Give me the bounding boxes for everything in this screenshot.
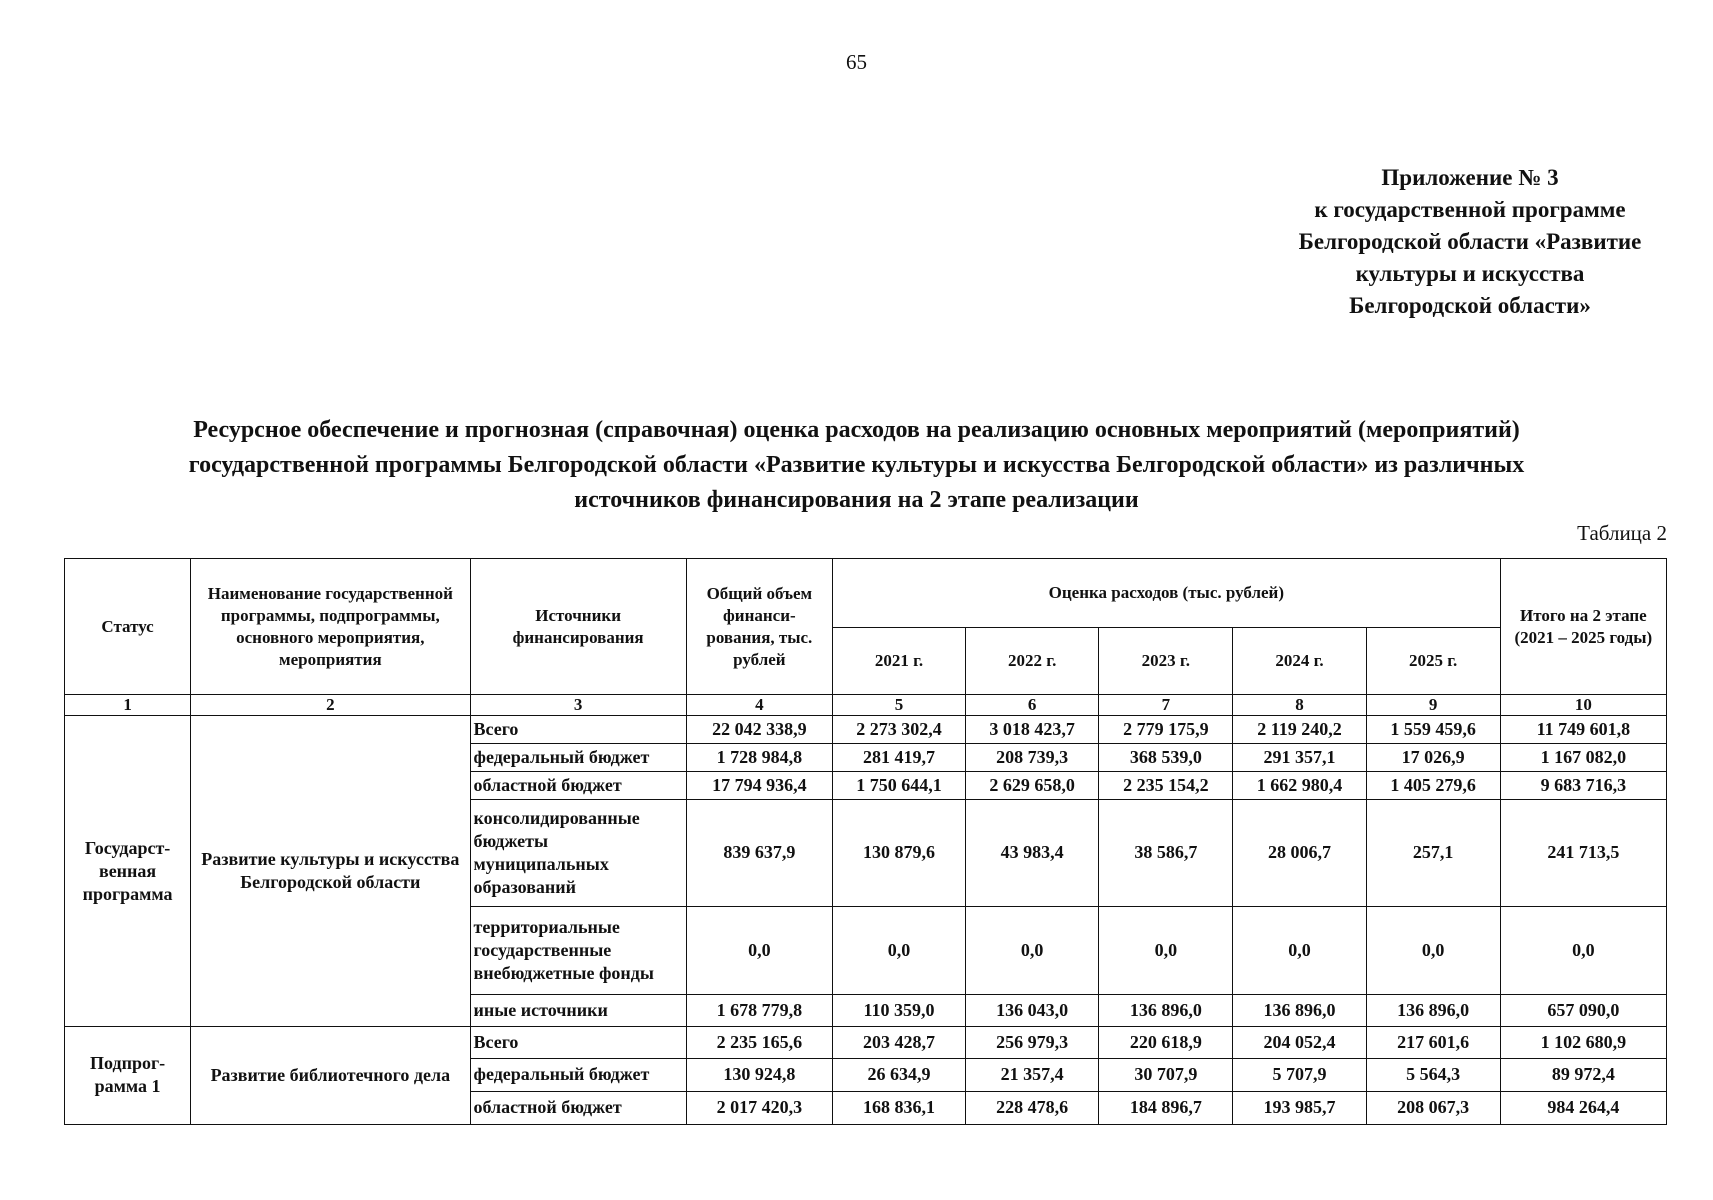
value-cell: 168 836,1: [832, 1091, 965, 1124]
header-name: Наименование государственной программы, подпрограммы, основного мероприятия, мероприятия: [191, 559, 470, 695]
header-year: 2023 г.: [1099, 628, 1233, 695]
value-cell: 5 707,9: [1233, 1058, 1366, 1091]
value-cell: 130 879,6: [832, 800, 965, 906]
value-cell: 2 629 658,0: [966, 772, 1099, 800]
value-cell: 26 634,9: [832, 1058, 965, 1091]
header-row: [65, 559, 1667, 628]
value-cell: 9 683 716,3: [1500, 772, 1666, 800]
value-cell: 256 979,3: [966, 1026, 1099, 1058]
value-cell: 89 972,4: [1500, 1058, 1666, 1091]
value-cell: 0,0: [1233, 906, 1366, 994]
column-number: 3: [470, 695, 686, 716]
value-cell: 38 586,7: [1099, 800, 1233, 906]
appendix-line: культуры и искусства: [1355, 261, 1585, 286]
value-cell: 1 678 779,8: [686, 994, 832, 1026]
column-number: 2: [191, 695, 470, 716]
value-cell: 21 357,4: [966, 1058, 1099, 1091]
column-number: 7: [1099, 695, 1233, 716]
value-cell: 0,0: [1366, 906, 1500, 994]
value-cell: 281 419,7: [832, 744, 965, 772]
value-cell: 1 728 984,8: [686, 744, 832, 772]
table-row: [65, 716, 1667, 744]
funding-source-cell: Всего: [470, 1026, 686, 1058]
header-status: Статус: [65, 559, 191, 695]
header-year: 2024 г.: [1233, 628, 1366, 695]
column-number: 9: [1366, 695, 1500, 716]
funding-source-cell: федеральный бюджет: [470, 744, 686, 772]
appendix-line: к государственной программе: [1314, 197, 1626, 222]
value-cell: 5 564,3: [1366, 1058, 1500, 1091]
value-cell: 208 067,3: [1366, 1091, 1500, 1124]
funding-source-cell: областной бюджет: [470, 1091, 686, 1124]
funding-source-cell: федеральный бюджет: [470, 1058, 686, 1091]
column-number: 6: [966, 695, 1099, 716]
header-year: 2025 г.: [1366, 628, 1500, 695]
appendix-line: Белгородской области»: [1349, 293, 1591, 318]
funding-source-cell: иные источники: [470, 994, 686, 1026]
value-cell: 43 983,4: [966, 800, 1099, 906]
value-cell: 0,0: [832, 906, 965, 994]
table-label: Таблица 2: [1577, 521, 1667, 545]
document-title: [60, 413, 1653, 518]
value-cell: 193 985,7: [1233, 1091, 1366, 1124]
value-cell: 2 017 420,3: [686, 1091, 832, 1124]
budget-table: [64, 558, 1667, 1125]
appendix-note: [1240, 162, 1700, 322]
value-cell: 22 042 338,9: [686, 716, 832, 744]
value-cell: 0,0: [966, 906, 1099, 994]
value-cell: 291 357,1: [1233, 744, 1366, 772]
value-cell: 204 052,4: [1233, 1026, 1366, 1058]
value-cell: 0,0: [1099, 906, 1233, 994]
value-cell: 136 896,0: [1233, 994, 1366, 1026]
title-line: Ресурсное обеспечение и прогнозная (справочная) оценка расходов на реализацию основных мероприятий (мероприятий): [193, 417, 1520, 443]
header-estimate: Оценка расходов (тыс. рублей): [832, 559, 1500, 628]
value-cell: 110 359,0: [832, 994, 965, 1026]
value-cell: 28 006,7: [1233, 800, 1366, 906]
value-cell: 184 896,7: [1099, 1091, 1233, 1124]
value-cell: 1 750 644,1: [832, 772, 965, 800]
appendix-line: Приложение № 3: [1381, 165, 1559, 190]
program-name-cell: Развитие библиотечного дела: [191, 1026, 470, 1124]
value-cell: 368 539,0: [1099, 744, 1233, 772]
value-cell: 1 102 680,9: [1500, 1026, 1666, 1058]
value-cell: 0,0: [1500, 906, 1666, 994]
value-cell: 130 924,8: [686, 1058, 832, 1091]
value-cell: 217 601,6: [1366, 1026, 1500, 1058]
value-cell: 228 478,6: [966, 1091, 1099, 1124]
header-year: 2022 г.: [966, 628, 1099, 695]
value-cell: 241 713,5: [1500, 800, 1666, 906]
funding-source-cell: областной бюджет: [470, 772, 686, 800]
value-cell: 203 428,7: [832, 1026, 965, 1058]
funding-source-cell: консолидированные бюджеты муниципальных образований: [470, 800, 686, 906]
status-cell: Подпрог-рамма 1: [65, 1026, 191, 1124]
appendix-line: Белгородской области «Развитие: [1298, 229, 1642, 254]
value-cell: 2 779 175,9: [1099, 716, 1233, 744]
value-cell: 0,0: [686, 906, 832, 994]
header-year: 2021 г.: [832, 628, 965, 695]
column-number: 4: [686, 695, 832, 716]
value-cell: 657 090,0: [1500, 994, 1666, 1026]
value-cell: 1 405 279,6: [1366, 772, 1500, 800]
value-cell: 257,1: [1366, 800, 1500, 906]
value-cell: 839 637,9: [686, 800, 832, 906]
value-cell: 17 794 936,4: [686, 772, 832, 800]
value-cell: 136 896,0: [1366, 994, 1500, 1026]
value-cell: 17 026,9: [1366, 744, 1500, 772]
value-cell: 3 018 423,7: [966, 716, 1099, 744]
value-cell: 1 559 459,6: [1366, 716, 1500, 744]
value-cell: 1 167 082,0: [1500, 744, 1666, 772]
value-cell: 30 707,9: [1099, 1058, 1233, 1091]
program-name-cell: Развитие культуры и искусства Белгородской области: [191, 716, 470, 1027]
value-cell: 2 119 240,2: [1233, 716, 1366, 744]
header-stage-total: Итого на 2 этапе (2021 – 2025 годы): [1500, 559, 1666, 695]
column-number: 1: [65, 695, 191, 716]
value-cell: 984 264,4: [1500, 1091, 1666, 1124]
table-row: [65, 1026, 1667, 1058]
status-cell: Государст-венная программа: [65, 716, 191, 1027]
column-numbers-row: [65, 695, 1667, 716]
value-cell: 136 043,0: [966, 994, 1099, 1026]
header-sources: Источники финансирования: [470, 559, 686, 695]
value-cell: 2 235 165,6: [686, 1026, 832, 1058]
value-cell: 11 749 601,8: [1500, 716, 1666, 744]
funding-source-cell: территориальные государственные внебюджетные фонды: [470, 906, 686, 994]
title-line: государственной программы Белгородской области «Развитие культуры и искусства Белгородской области» из различных: [188, 452, 1525, 478]
value-cell: 1 662 980,4: [1233, 772, 1366, 800]
value-cell: 2 273 302,4: [832, 716, 965, 744]
funding-source-cell: Всего: [470, 716, 686, 744]
page-number: 65: [846, 50, 867, 74]
column-number: 8: [1233, 695, 1366, 716]
header-total-volume: Общий объем финанси-рования, тыс. рублей: [686, 559, 832, 695]
column-number: 10: [1500, 695, 1666, 716]
value-cell: 208 739,3: [966, 744, 1099, 772]
value-cell: 220 618,9: [1099, 1026, 1233, 1058]
column-number: 5: [832, 695, 965, 716]
title-line: источников финансирования на 2 этапе реализации: [574, 487, 1139, 513]
value-cell: 2 235 154,2: [1099, 772, 1233, 800]
value-cell: 136 896,0: [1099, 994, 1233, 1026]
